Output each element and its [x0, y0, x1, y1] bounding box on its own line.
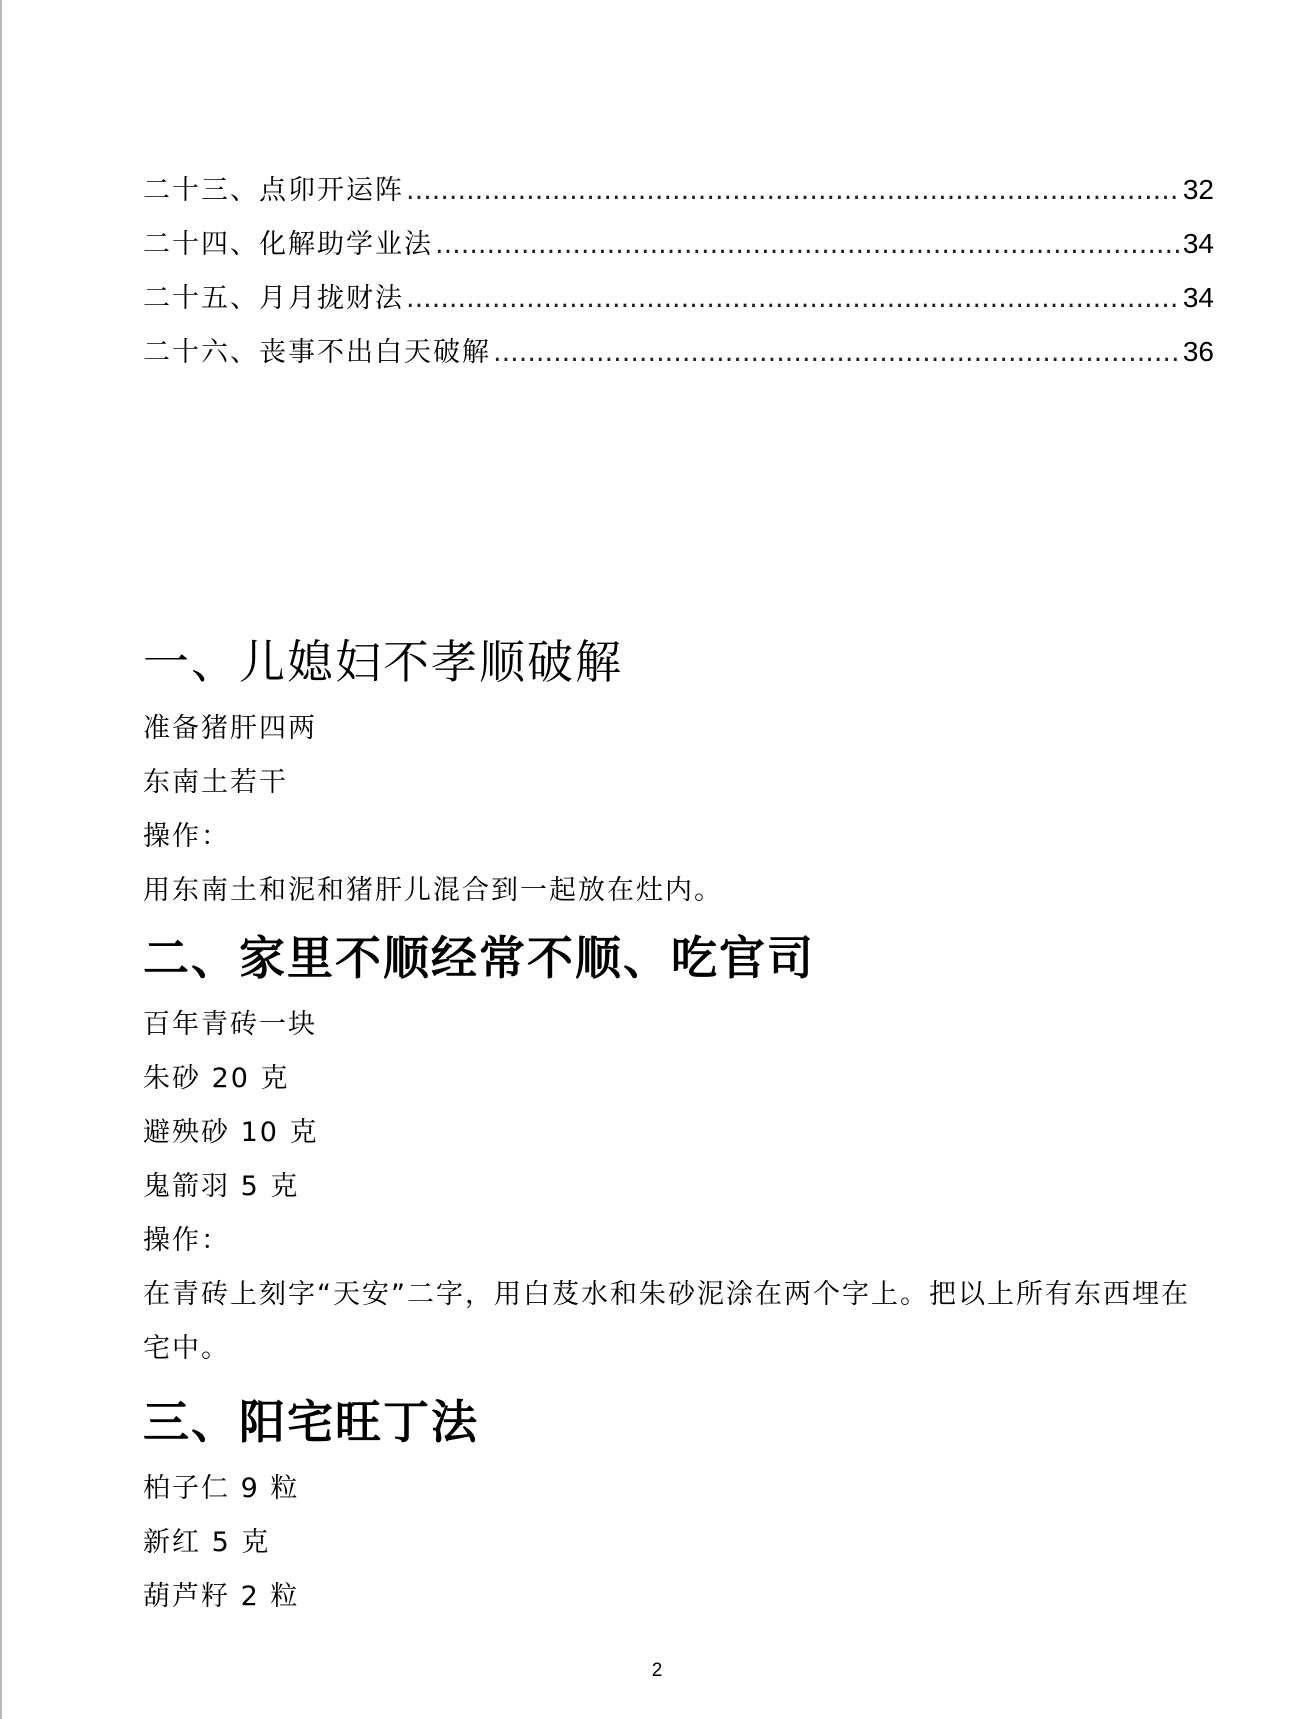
toc-entry-page: 34 [1182, 228, 1214, 259]
text-line: 朱砂 20 克 [143, 1063, 290, 1094]
toc-entry[interactable] [143, 276, 1214, 330]
toc-entry[interactable] [143, 330, 1214, 384]
toc-entry-title: 二十六、丧事不出白天破解 [143, 337, 491, 368]
section-heading: 一、儿媳妇不孝顺破解 [143, 635, 623, 689]
text-line: 准备猪肝四两 [143, 713, 317, 744]
text-paragraph: 在青砖上刻字“天安”二字，用白芨水和朱砂泥涂在两个字上。把以上所有东西埋在宅中。 [143, 1279, 1190, 1364]
text-line: 鬼箭羽 5 克 [143, 1171, 300, 1202]
text-line: 避殃砂 10 克 [143, 1117, 319, 1148]
section-heading: 三、阳宅旺丁法 [143, 1395, 479, 1449]
text-line: 柏子仁 9 粒 [143, 1473, 300, 1504]
toc-dot-leader [406, 283, 1181, 314]
toc-entry-page: 32 [1182, 174, 1214, 205]
toc-entry-page: 34 [1182, 282, 1214, 313]
toc-entry-title: 二十五、月月拢财法 [143, 283, 404, 314]
section-heading: 二、家里不顺经常不顺、吃官司 [143, 931, 815, 985]
text-line: 葫芦籽 2 粒 [143, 1581, 300, 1612]
toc-entry-page: 36 [1182, 336, 1214, 367]
document-body [143, 630, 1214, 1624]
text-line: 操作： [143, 821, 230, 852]
text-line: 百年青砖一块 [143, 1009, 317, 1040]
toc-entry[interactable] [143, 168, 1214, 222]
toc-entry-title: 二十四、化解助学业法 [143, 229, 433, 260]
toc-entry[interactable] [143, 222, 1214, 276]
page-edge [0, 0, 2, 1719]
text-line: 操作： [143, 1225, 230, 1256]
toc-dot-leader [493, 337, 1181, 368]
table-of-contents [143, 168, 1214, 384]
text-line: 新红 5 克 [143, 1527, 271, 1558]
toc-dot-leader [435, 229, 1181, 260]
text-line: 东南土若干 [143, 767, 288, 798]
page-number: 2 [651, 1660, 663, 1681]
text-line: 用东南土和泥和猪肝儿混合到一起放在灶内。 [143, 875, 723, 906]
toc-entry-title: 二十三、点卯开运阵 [143, 175, 404, 206]
toc-dot-leader [406, 175, 1181, 206]
